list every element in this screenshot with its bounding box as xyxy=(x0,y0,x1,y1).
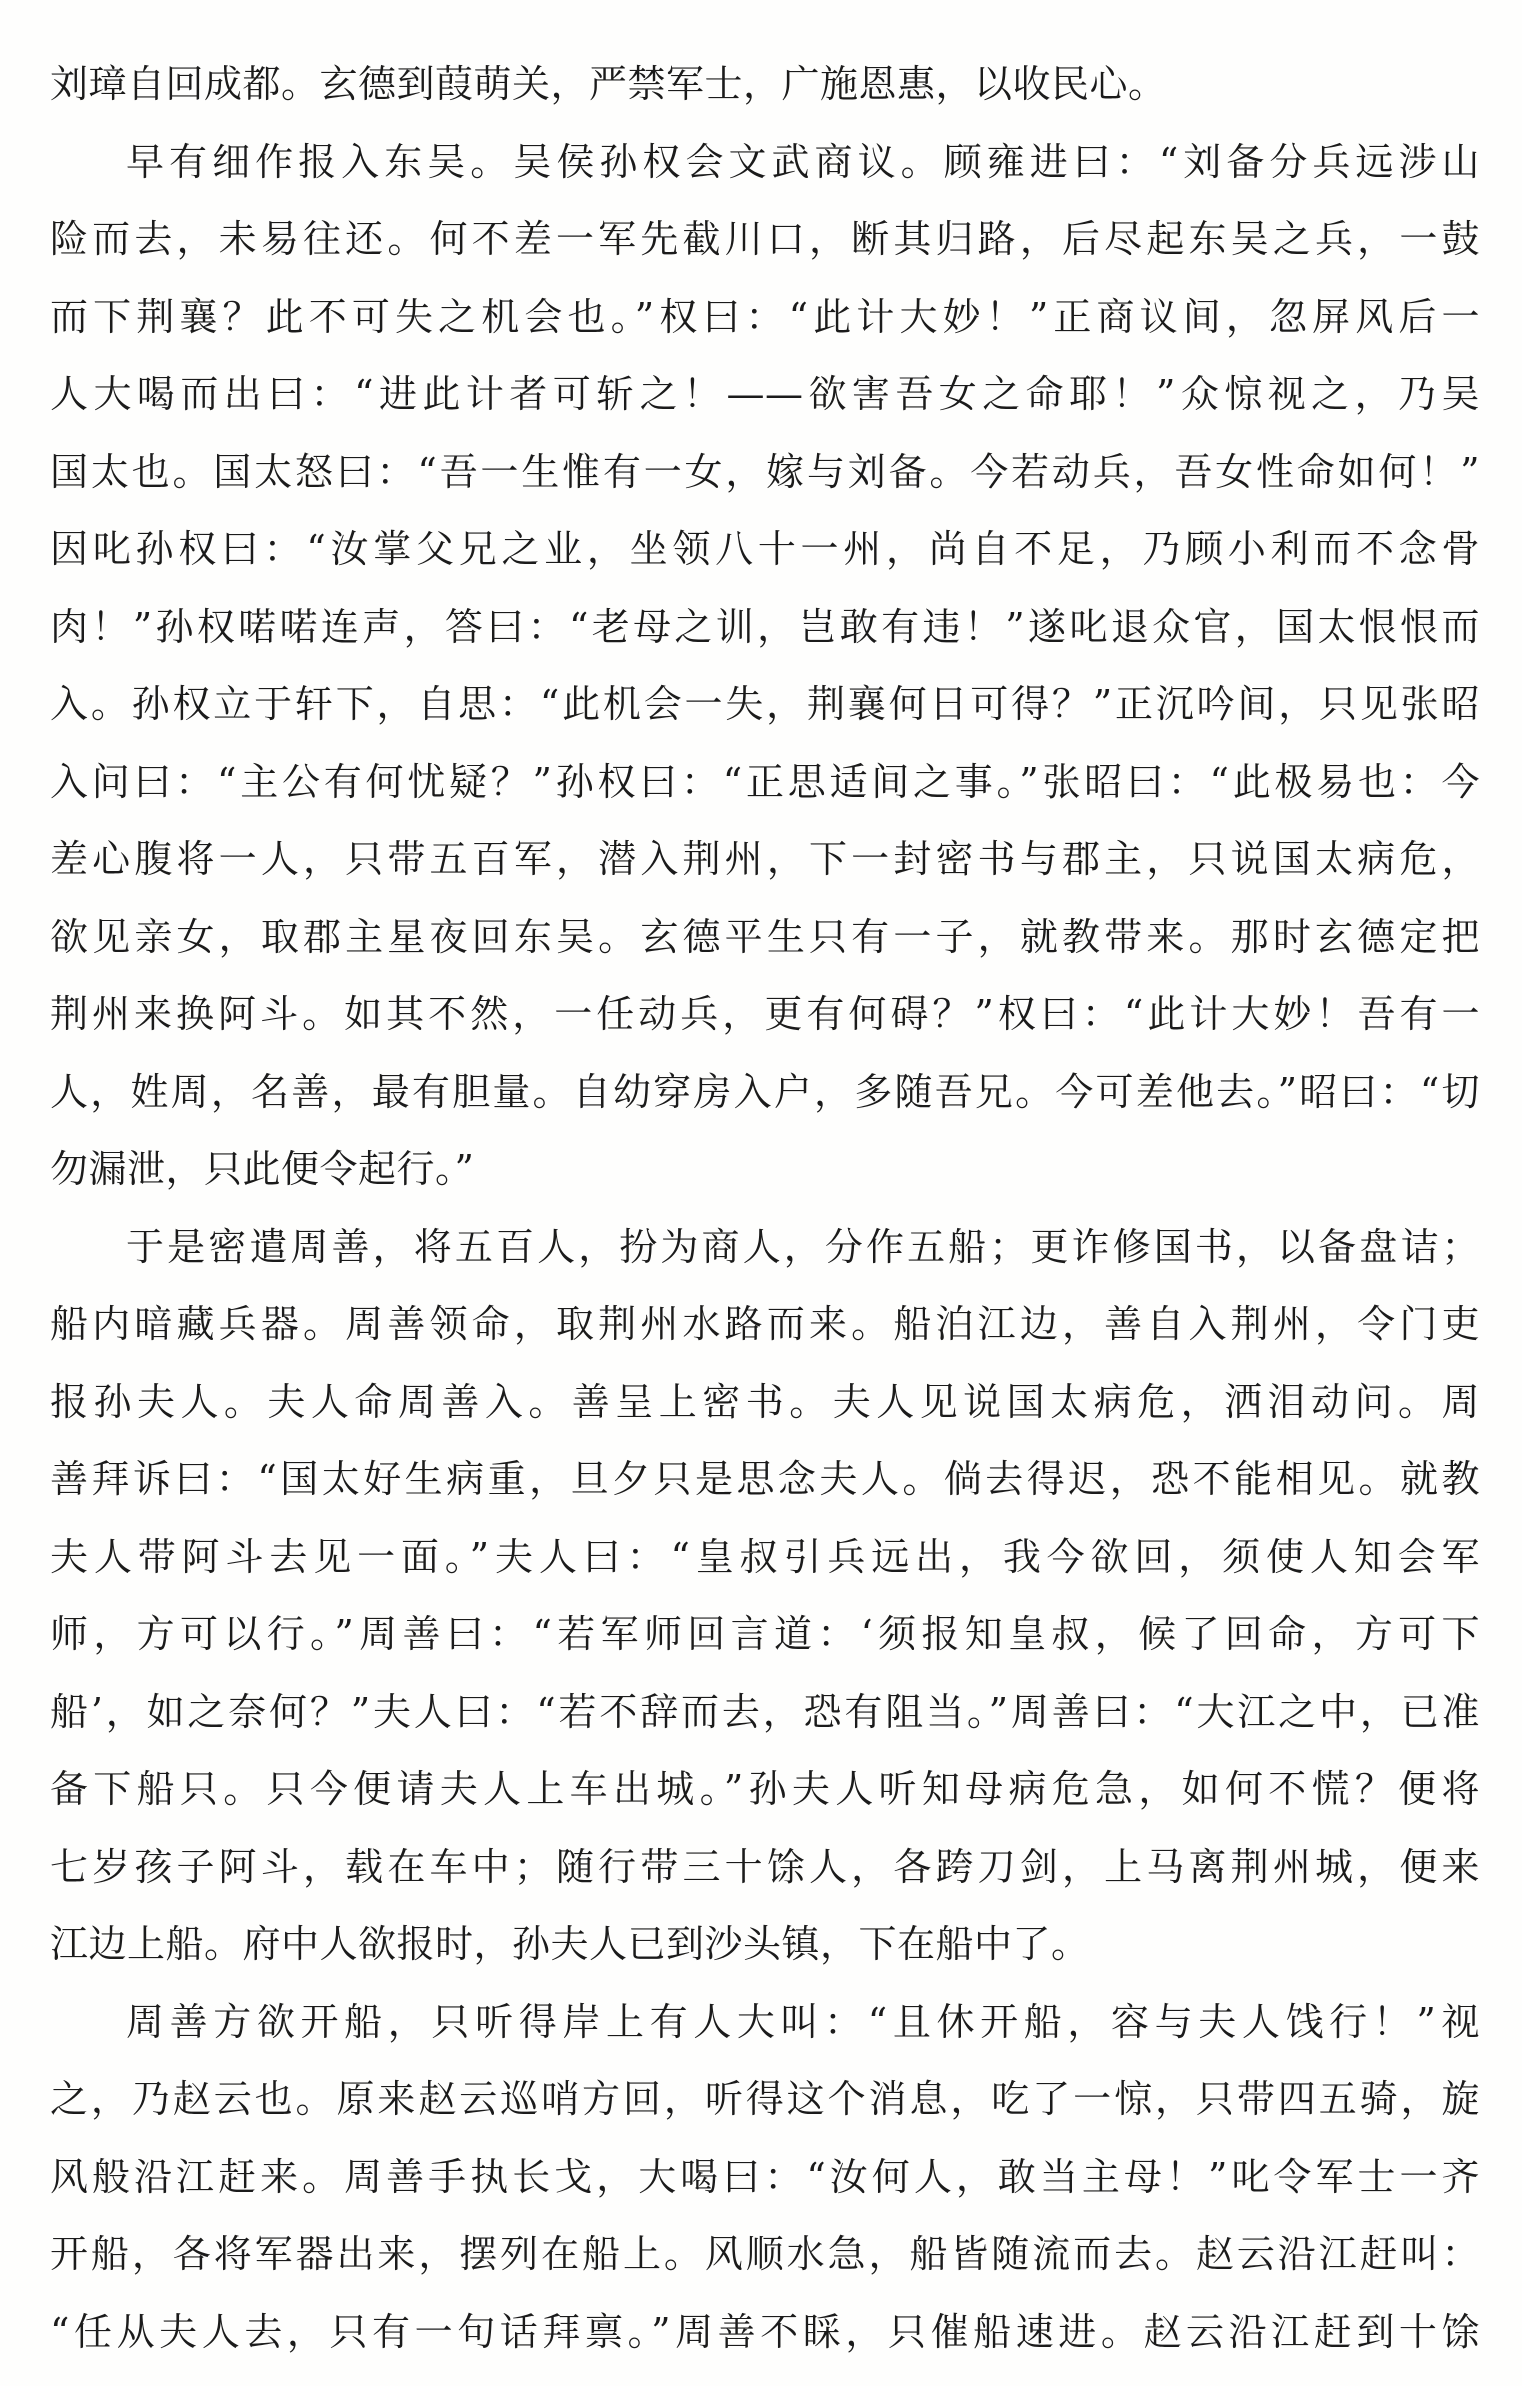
text-line: 于是密遣周善，将五百人，扮为商人，分作五船；更诈修国书，以备盘诘； xyxy=(126,1224,1480,1269)
text-line: 国太也。国太怒曰：“吾一生惟有一女，嫁与刘备。今若动兵，吾女性命如何！” xyxy=(50,449,1480,494)
text-line: “任从夫人去，只有一句话拜禀。”周善不睬，只催船速进。赵云沿江赶到十馀 xyxy=(50,2309,1480,2354)
text-line: 因叱孙权曰：“汝掌父兄之业，坐领八十一州，尚自不足，乃顾小利而不念骨 xyxy=(50,527,1480,571)
text-line: 七岁孩子阿斗，载在车中；随行带三十馀人，各跨刀剑，上马离荆州城，便来 xyxy=(50,1844,1480,1889)
text-line: 善拜诉曰：“国太好生病重，旦夕只是思念夫人。倘去得迟，恐不能相见。就教 xyxy=(50,1457,1480,1501)
text-line: 欲见亲女，取郡主星夜回东吴。玄德平生只有一子，就教带来。那时玄德定把 xyxy=(50,914,1480,959)
text-line: 肉！”孙权喏喏连声，答曰：“老母之训，岂敢有违！”遂叱退众官，国太恨恨而 xyxy=(50,604,1480,649)
text-line: 人大喝而出曰：“进此计者可斩之！——欲害吾女之命耶！”众惊视之，乃吴 xyxy=(50,372,1480,416)
text-line: 师，方可以行。”周善曰：“若军师回言道：‘须报知皇叔，候了回命，方可下 xyxy=(50,1612,1480,1656)
text-line: 开船，各将军器出来，摆列在船上。风顺水急，船皆随流而去。赵云沿江赶叫： xyxy=(50,2232,1480,2276)
text-line: 之，乃赵云也。原来赵云巡哨方回，听得这个消息，吃了一惊，只带四五骑，旋 xyxy=(50,2077,1480,2121)
text-line: 夫人带阿斗去见一面。”夫人曰：“皇叔引兵远出，我今欲回，须使人知会军 xyxy=(50,1534,1480,1579)
text-line: 风般沿江赶来。周善手执长戈，大喝曰：“汝何人，敢当主母！”叱令军士一齐 xyxy=(50,2154,1480,2199)
text-line: 船内暗藏兵器。周善领命，取荆州水路而来。船泊江边，善自入荆州，令门吏 xyxy=(50,1302,1480,1346)
text-line: 入。孙权立于轩下，自思：“此机会一失，荆襄何日可得？”正沉吟间，只见张昭 xyxy=(50,682,1480,726)
text-line: 人，姓周，名善，最有胆量。自幼穿房入户，多随吾兄。今可差他去。”昭曰：“切 xyxy=(50,1069,1480,1114)
text-line: 勿漏泄，只此便令起行。” xyxy=(50,1147,475,1191)
text-line: 江边上船。府中人欲报时，孙夫人已到沙头镇，下在船中了。 xyxy=(50,1922,1090,1966)
text-line: 备下船只。只今便请夫人上车出城。”孙夫人听知母病危急，如何不慌？便将 xyxy=(50,1767,1480,1811)
text-line: 而下荆襄？此不可失之机会也。”权曰：“此计大妙！”正商议间，忽屏风后一 xyxy=(50,294,1480,339)
text-column xyxy=(50,46,1480,2371)
text-line: 报孙夫人。夫人命周善入。善呈上密书。夫人见说国太病危，洒泪动问。周 xyxy=(50,1379,1480,1424)
text-line: 早有细作报入东吴。吴侯孙权会文武商议。顾雍进曰：“刘备分兵远涉山 xyxy=(126,139,1480,184)
text-line: 差心腹将一人，只带五百军，潜入荆州，下一封密书与郡主，只说国太病危， xyxy=(50,837,1480,881)
text-line: 险而去，未易往还。何不差一军先截川口，断其归路，后尽起东吴之兵，一鼓 xyxy=(50,217,1480,261)
text-line: 荆州来换阿斗。如其不然，一任动兵，更有何碍？”权曰：“此计大妙！吾有一 xyxy=(50,992,1480,1036)
text-line: 刘璋自回成都。玄德到葭萌关，严禁军士，广施恩惠，以收民心。 xyxy=(50,62,1167,106)
text-line: 入问曰：“主公有何忧疑？”孙权曰：“正思适间之事。”张昭曰：“此极易也：今 xyxy=(50,759,1480,804)
text-line: 船’，如之奈何？”夫人曰：“若不辞而去，恐有阻当。”周善曰：“大江之中，已准 xyxy=(50,1689,1480,1734)
text-line: 周善方欲开船，只听得岸上有人大叫：“且休开船，容与夫人饯行！”视 xyxy=(126,1999,1480,2044)
